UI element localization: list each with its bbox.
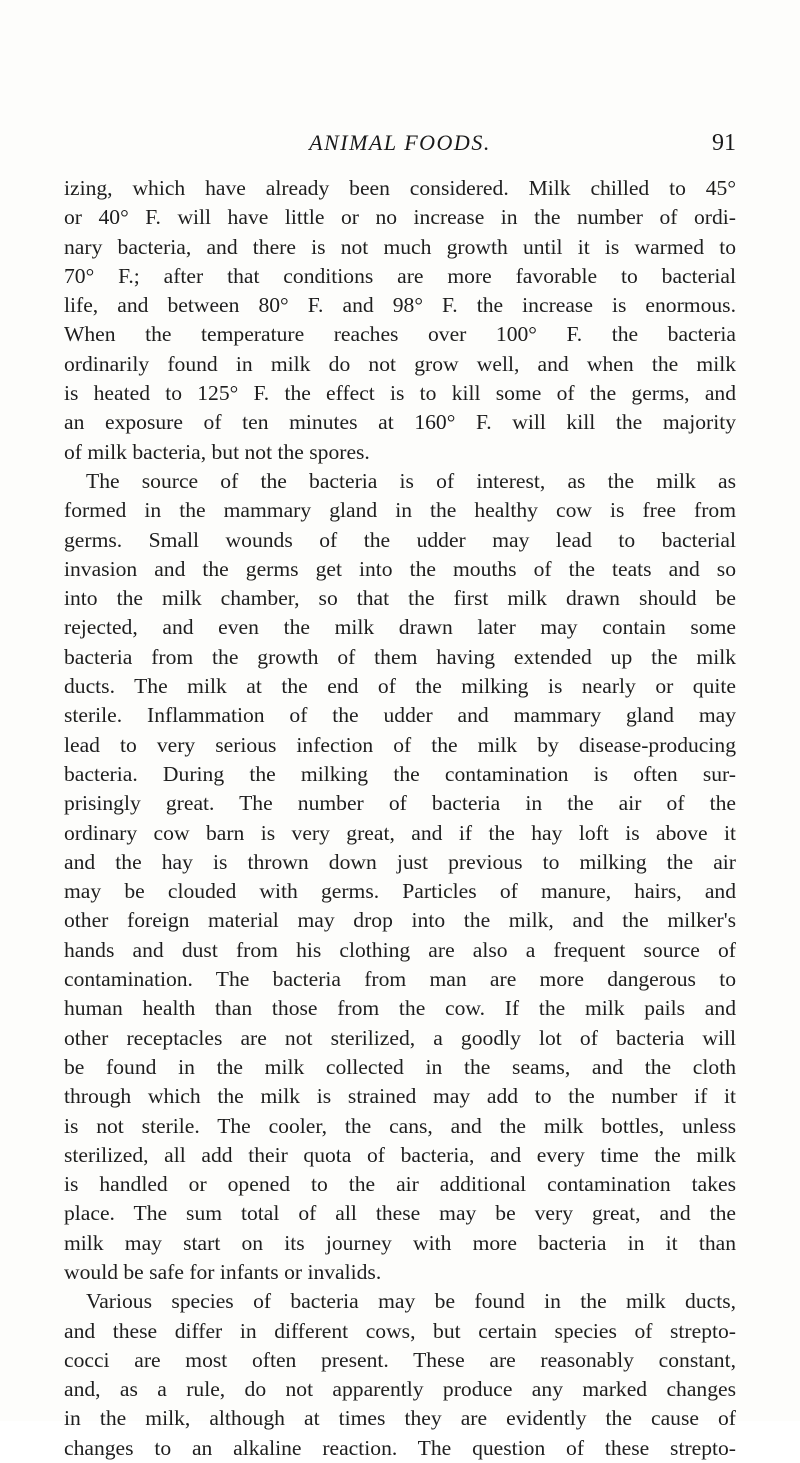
text-line: may be clouded with germs. Particles of manure, hairs, and [64, 879, 736, 904]
text-line: When the temperature reaches over 100° F. the bacteria [64, 322, 736, 347]
text-line: formed in the mammary gland in the healthy cow is free from [64, 498, 736, 523]
text-line: hands and dust from his clothing are also a frequent source of [64, 937, 736, 962]
text-line: cocci are most often present. These are reasonably constant, [64, 1347, 736, 1372]
text-line: and, as a rule, do not apparently produce any marked changes [64, 1377, 736, 1402]
text-line: human health than those from the cow. If the milk pails and [64, 996, 736, 1021]
text-line: place. The sum total of all these may be very great, and the [64, 1201, 736, 1226]
running-title: ANIMAL FOODS. [309, 130, 491, 155]
text-line: of milk bacteria, but not the spores. [64, 439, 370, 464]
text-line: milk may start on its journey with more bacteria in it than [64, 1230, 736, 1255]
text-line: invasion and the germs get into the mouths of the teats and so [64, 556, 736, 581]
text-line: bacteria from the growth of them having extended up the milk [64, 644, 736, 669]
text-line: would be safe for infants or invalids. [64, 1259, 382, 1284]
text-line: lead to very serious infection of the milk by disease-producing [64, 732, 736, 757]
text-line: is handled or opened to the air additional contamination takes [64, 1172, 736, 1197]
text-line: ordinarily found in milk do not grow well, and when the milk [64, 351, 736, 376]
text-line: life, and between 80° F. and 98° F. the increase is enormous. [64, 293, 736, 318]
text-line: nary bacteria, and there is not much growth until it is warmed to [64, 234, 736, 259]
text-line: and the hay is thrown down just previous to milking the air [64, 849, 736, 874]
text-line: prisingly great. The number of bacteria in the air of the [64, 791, 736, 816]
text-line: ordinary cow barn is very great, and if the hay loft is above it [64, 820, 736, 845]
text-line: sterilized, all add their quota of bacteria, and every time the milk [64, 1142, 736, 1167]
running-header [64, 130, 736, 162]
text-line: or 40° F. will have little or no increase in the number of ordi- [64, 205, 736, 230]
text-line: other receptacles are not sterilized, a goodly lot of bacteria will [64, 1025, 736, 1050]
text-line: contamination. The bacteria from man are more dangerous to [64, 967, 736, 992]
text-line: is heated to 125° F. the effect is to kill some of the germs, and [64, 381, 736, 406]
text-line: Various species of bacteria may be found in the milk ducts, [86, 1289, 736, 1314]
text-line: in the milk, although at times they are evidently the cause of [64, 1406, 736, 1431]
text-line: 70° F.; after that conditions are more favorable to bacterial [64, 263, 736, 288]
text-line: into the milk chamber, so that the first milk drawn should be [64, 586, 736, 611]
text-line: bacteria. During the milking the contamination is often sur- [64, 761, 736, 786]
text-line: germs. Small wounds of the udder may lead to bacterial [64, 527, 736, 552]
text-line: other foreign material may drop into the milk, and the milker's [64, 908, 736, 933]
text-line: izing, which have already been considered. Milk chilled to 45° [64, 176, 736, 200]
text-line: an exposure of ten minutes at 160° F. will kill the majority [64, 410, 736, 435]
text-line: sterile. Inflammation of the udder and mammary gland may [64, 703, 736, 728]
page-number: 91 [712, 130, 736, 156]
text-line: rejected, and even the milk drawn later may contain some [64, 615, 736, 640]
text-line: The source of the bacteria is of interest, as the milk as [86, 468, 736, 493]
text-line: ducts. The milk at the end of the milking is nearly or quite [64, 674, 736, 699]
text-line: through which the milk is strained may add to the number if it [64, 1084, 736, 1109]
text-line: and these differ in different cows, but certain species of strepto- [64, 1318, 736, 1343]
body-text [64, 174, 736, 1463]
text-line: be found in the milk collected in the seams, and the cloth [64, 1054, 736, 1079]
text-line: is not sterile. The cooler, the cans, and the milk bottles, unless [64, 1113, 736, 1138]
text-line: changes to an alkaline reaction. The question of these strepto- [64, 1435, 736, 1460]
